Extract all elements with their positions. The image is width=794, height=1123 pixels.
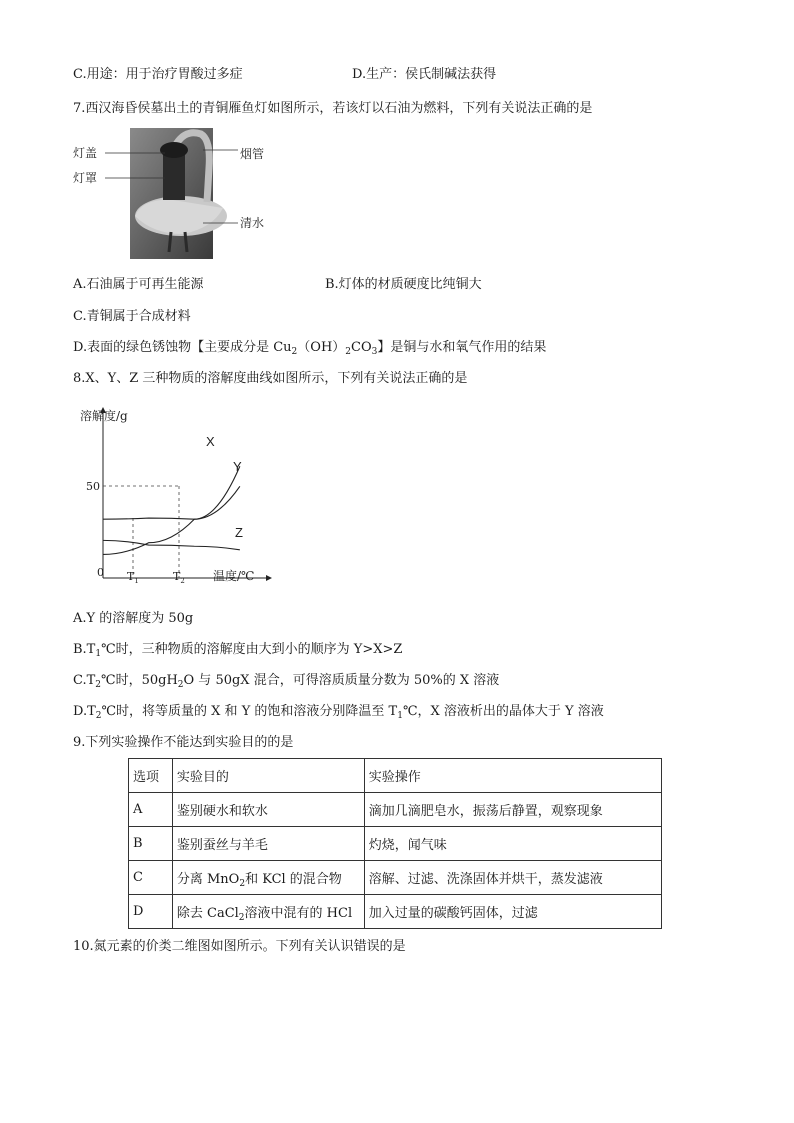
table-row: [129, 895, 662, 929]
table-row: [129, 793, 662, 827]
y-tick-50: 50: [86, 480, 100, 493]
q7-option-a: A.石油属于可再生能源: [73, 277, 204, 292]
table-row: [129, 861, 662, 895]
y-axis-label: 溶解度/g: [80, 409, 128, 423]
q7-option-b: B.灯体的材质硬度比纯铜大: [325, 277, 482, 292]
table-cell-goal: 鉴别硬水和软水: [172, 793, 364, 827]
x-tick-t2: $T_2$: [173, 570, 185, 585]
label-shade: 灯罩: [73, 171, 98, 185]
q9-stem: 9.下列实验操作不能达到实验目的的是: [73, 735, 294, 750]
q7-option-c: C.青铜属于合成材料: [73, 309, 191, 324]
series-label-x: X: [206, 434, 215, 449]
solubility-chart: [73, 398, 273, 588]
table-cell-operation: 溶解、过滤、洗涤固体并烘干，蒸发滤液: [364, 861, 661, 895]
table-header-cell: 实验目的: [172, 759, 364, 793]
table-cell-goal: 除去 CaCl$_2$溶液中混有的 HCl: [172, 895, 364, 929]
table-cell-option: C: [129, 861, 173, 895]
q8-option-a: A.Y 的溶解度为 50g: [73, 611, 194, 626]
label-water: 清水: [240, 216, 265, 230]
q7-stem: 7.西汉海昏侯墓出土的青铜雁鱼灯如图所示，若该灯以石油为燃料，下列有关说法正确的是: [73, 101, 593, 116]
option-c-prev: C.用途：用于治疗胃酸过多症: [73, 67, 243, 82]
label-pipe: 烟管: [240, 147, 265, 161]
series-label-y: Y: [233, 459, 242, 474]
q7-option-d: D.表面的绿色锈蚀物【主要成分是 $Cu_2(OH)_2CO_3$】是铜与水和氧气作用的结果: [73, 340, 547, 357]
table-cell-option: D: [129, 895, 173, 929]
x-axis-label: 温度/℃: [213, 569, 255, 583]
table-cell-operation: 滴加几滴肥皂水，振荡后静置，观察现象: [364, 793, 661, 827]
q10-stem: 10.氮元素的价类二维图如图所示。下列有关认识错误的是: [73, 939, 406, 954]
q8-option-b: $B.T_1℃$时，三种物质的溶解度由大到小的顺序为 Y>X>Z: [73, 642, 403, 659]
table-header-row: [129, 759, 662, 793]
goose-fish-lamp-photo: [73, 128, 270, 259]
table-header-cell: 实验操作: [364, 759, 661, 793]
table-row: [129, 827, 662, 861]
q8-option-d: $D.T_2℃$时，将等质量的 X 和 Y 的饱和溶液分别降温至 $T_1℃$，X 溶液析出的晶体大于 Y 溶液: [73, 704, 604, 721]
table-cell-operation: 灼烧，闻气味: [364, 827, 661, 861]
q9-table: [128, 758, 662, 929]
origin-label: 0: [97, 566, 104, 579]
q8-stem: 8.X、Y、Z 三种物质的溶解度曲线如图所示，下列有关说法正确的是: [73, 371, 468, 386]
label-lid: 灯盖: [73, 146, 98, 160]
table-cell-option: B: [129, 827, 173, 861]
x-tick-t1: $T_1$: [127, 570, 139, 585]
table-cell-goal: 分离 MnO$_2$和 KCl 的混合物: [172, 861, 364, 895]
q8-option-c: $C.T_2℃$时，$50gH_2O$ 与 50gX 混合，可得溶质质量分数为 50%的 X 溶液: [73, 673, 500, 690]
curve-z: [103, 540, 240, 549]
option-d-prev: D.生产：侯氏制碱法获得: [352, 67, 497, 82]
table-cell-option: A: [129, 793, 173, 827]
table-header-cell: 选项: [129, 759, 173, 793]
series-label-z: Z: [235, 525, 243, 540]
table-cell-goal: 鉴别蚕丝与羊毛: [172, 827, 364, 861]
table-cell-operation: 加入过量的碳酸钙固体，过滤: [364, 895, 661, 929]
